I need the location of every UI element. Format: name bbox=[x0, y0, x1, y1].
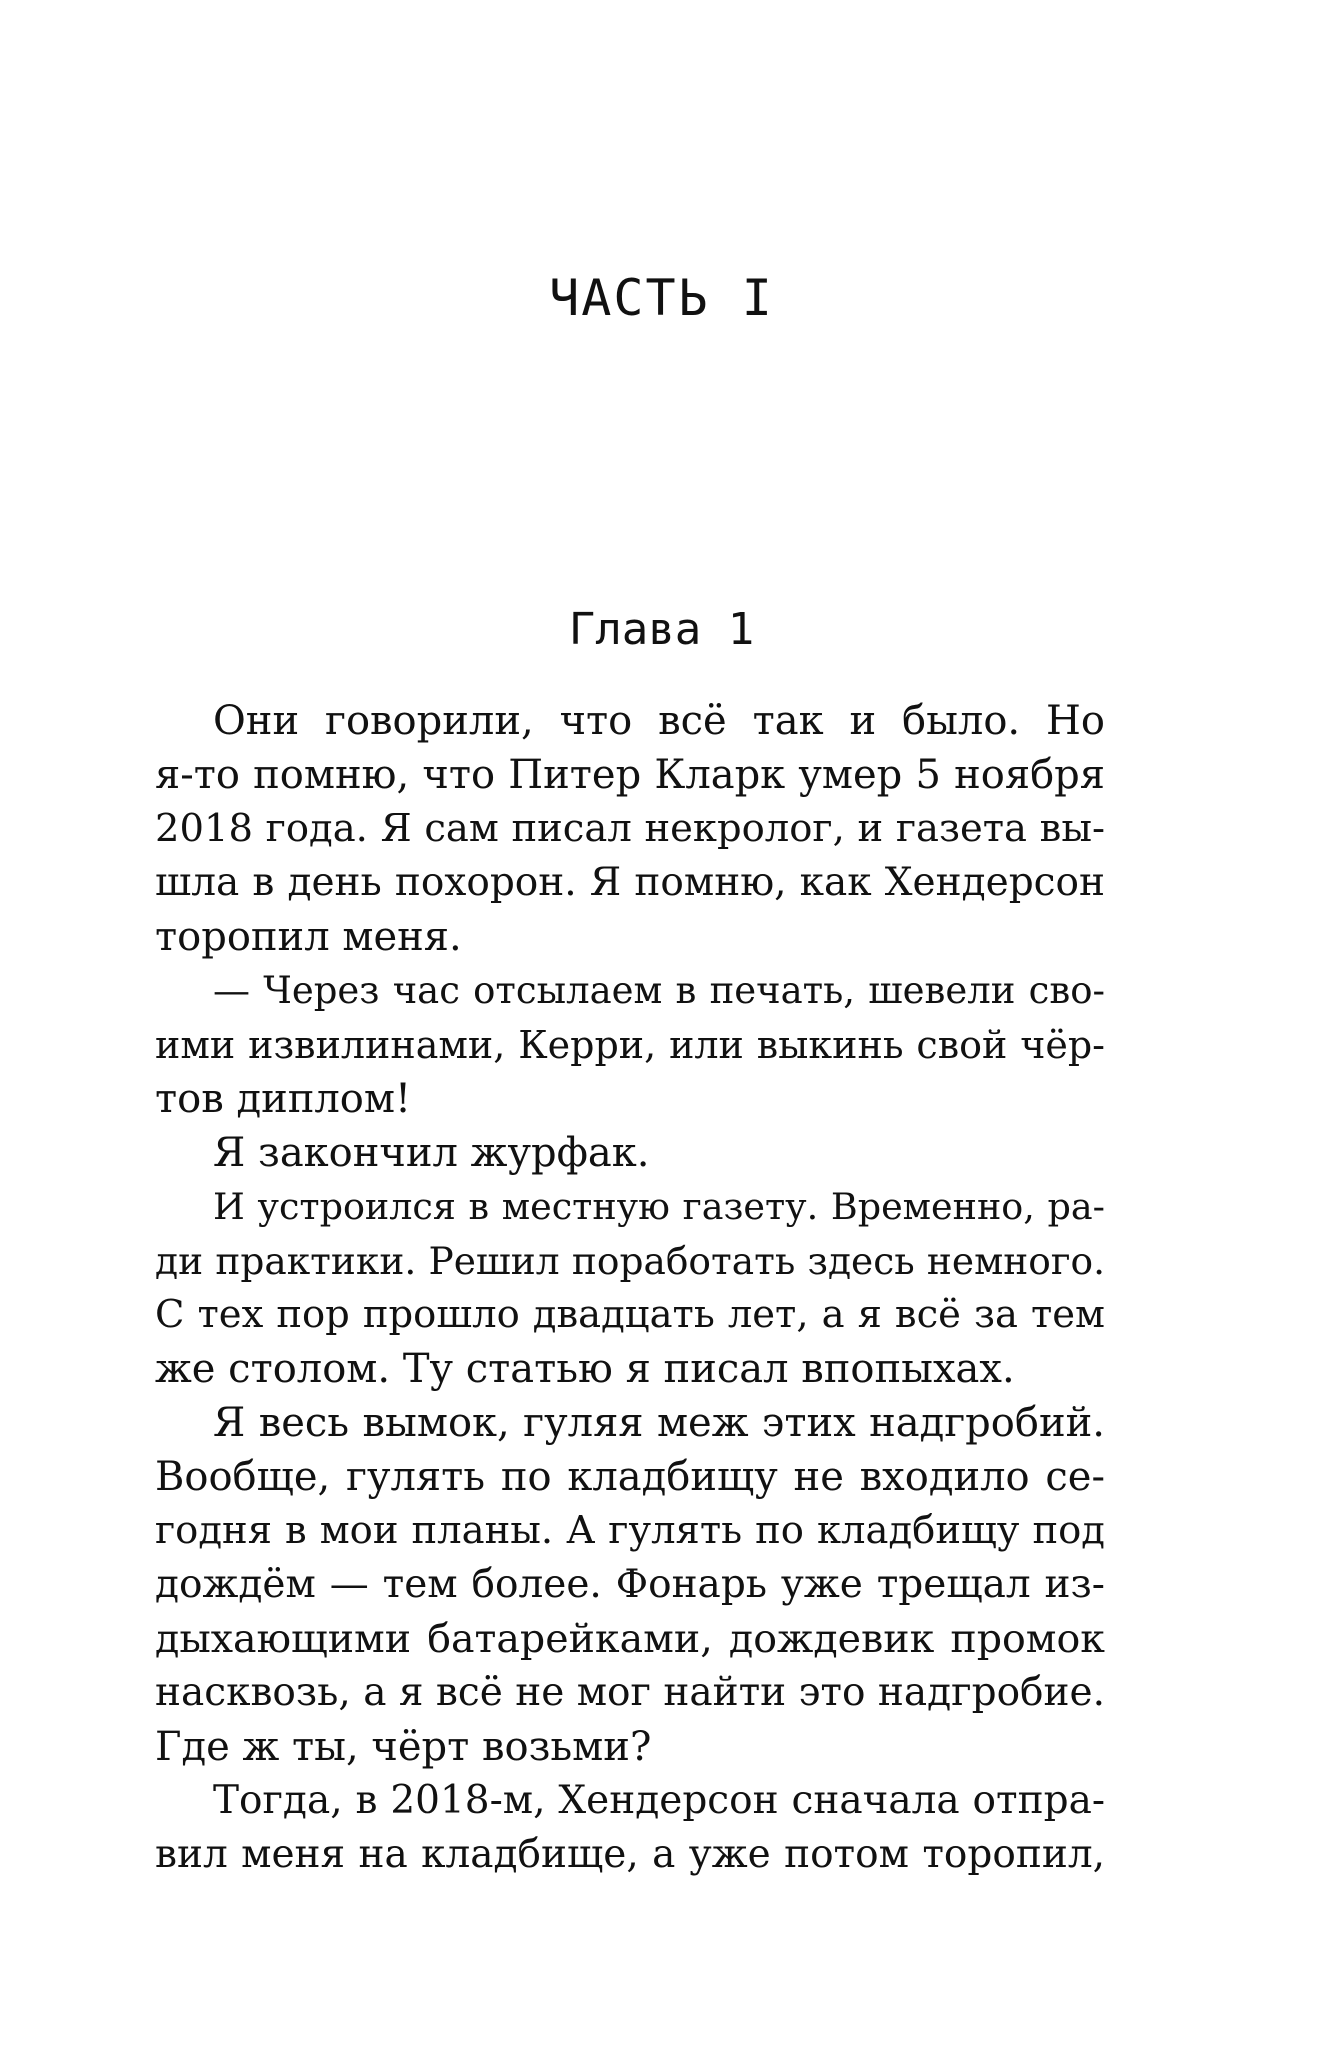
text-line: вил меня на кладбище, а уже потом торопил, bbox=[155, 1832, 1105, 1877]
text-line: Тогда, в 2018-м, Хендерсон сначала отпра- bbox=[213, 1778, 1105, 1823]
text-line: Вообще, гулять по кладбищу не входило се- bbox=[155, 1454, 1105, 1500]
paragraph-5 bbox=[155, 1396, 1105, 1774]
chapter-body bbox=[155, 694, 1105, 1882]
text-line: — Через час отсылаем в печать, шевели сво- bbox=[213, 969, 1105, 1012]
paragraph-6 bbox=[155, 1774, 1105, 1882]
part-title: ЧАСТЬ I bbox=[549, 269, 774, 327]
text-line: Они говорили, что всё так и было. Но bbox=[213, 698, 1105, 744]
text-line: Где ж ты, чёрт возьми? bbox=[155, 1724, 652, 1770]
text-line: тов диплом! bbox=[155, 1076, 412, 1122]
text-line: С тех пор прошло двадцать лет, а я всё за тем bbox=[155, 1292, 1105, 1337]
text-line: 2018 года. Я сам писал некролог, и газета вы- bbox=[155, 806, 1105, 851]
text-line: насквозь, а я всё не мог найти это надгробие. bbox=[155, 1670, 1105, 1715]
text-line: И устроился в местную газету. Временно, ра- bbox=[213, 1185, 1105, 1228]
paragraph-3 bbox=[155, 1126, 1105, 1180]
text-line: ими извилинами, Керри, или выкинь свой чёр- bbox=[155, 1023, 1105, 1067]
paragraph-2 bbox=[155, 964, 1105, 1126]
text-line: шла в день похорон. Я помню, как Хендерсон bbox=[155, 860, 1105, 905]
paragraph-4 bbox=[155, 1180, 1105, 1396]
text-line: торопил меня. bbox=[155, 914, 462, 960]
text-line: же столом. Ту статью я писал впопыхах. bbox=[155, 1346, 1015, 1392]
text-line: дыхающими батарейками, дождевик промок bbox=[155, 1616, 1105, 1662]
text-line: ди практики. Решил поработать здесь немного. bbox=[155, 1239, 1105, 1283]
text-line: Я закончил журфак. bbox=[213, 1130, 650, 1176]
chapter-title: Глава 1 bbox=[568, 604, 755, 655]
text-line: я-то помню, что Питер Кларк умер 5 ноября bbox=[155, 752, 1105, 798]
text-line: Я весь вымок, гуляя меж этих надгробий. bbox=[213, 1400, 1105, 1446]
text-line: годня в мои планы. А гулять по кладбищу под bbox=[155, 1508, 1105, 1553]
text-line: дождём — тем более. Фонарь уже трещал из- bbox=[155, 1562, 1105, 1607]
paragraph-1 bbox=[155, 694, 1105, 964]
